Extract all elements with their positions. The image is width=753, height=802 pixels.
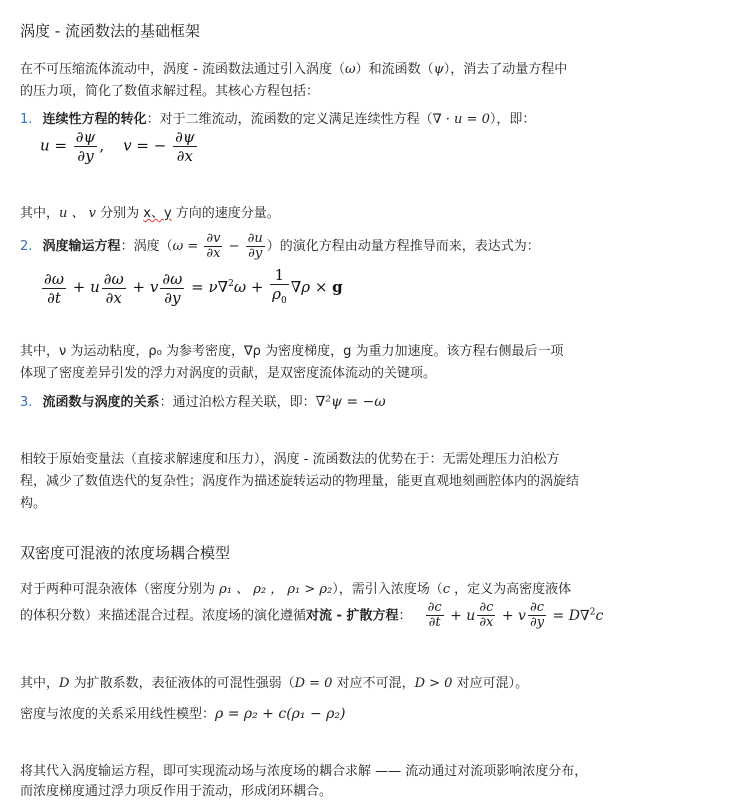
poisson-equation: ∇²ψ = −ω xyxy=(315,394,386,410)
density-model xyxy=(20,702,345,727)
list-number: 1. xyxy=(20,112,33,127)
list-item-text: ）的演化方程由动量方程推导而来，表达式为： xyxy=(266,239,540,254)
vorticity-transport-equation: $\frac{\partial\omega}{\partial t}$ + u $\frac{\partial\omega}{\partial x}$ + v $\frac{\partial\omega}{\partial y}$ = ν∇$^2$ω + $\frac{1}{\rho_0}$ ∇ρ × g xyxy=(44,266,343,307)
final-line2: 而浓度梯度通过浮力项反作用于流动，形成闭环耦合。 xyxy=(20,784,333,799)
list-item-text: ：对于二维流动，流函数的定义满足连续性方程（ xyxy=(146,112,433,127)
miscible-condition: D > 0 xyxy=(414,676,453,691)
paragraph-text: 对于两种可混杂液体（密度分别为 xyxy=(20,582,220,597)
intro-text: 在不可压缩流体流动中，涡度 - 流函数法通过引入涡度（ xyxy=(20,62,345,77)
note-velocity-components xyxy=(20,202,280,226)
paragraph-text: ），需引入浓度场（ xyxy=(332,582,443,597)
density-model-equation: ρ = ρ₂ + c(ρ₁ − ρ₂) xyxy=(215,706,346,722)
section-title-concentration: 双密度可混液的浓度场耦合模型 xyxy=(20,544,231,562)
note-text: 分别为 xyxy=(96,206,144,221)
summary-line1: 相较于原始变量法（直接求解速度和压力），涡度 - 流函数法的优势在于：无需处理压力泊松方 xyxy=(20,452,560,467)
list-item-text: ），即： xyxy=(489,112,536,127)
summary-line3: 构。 xyxy=(20,496,47,511)
diffusion-symbol: D xyxy=(59,676,70,691)
streamfunction-equations: u = $\frac{\partial\psi}{\partial y}$ , v = − $\frac{\partial\psi}{\partial x}$ xyxy=(40,128,195,165)
paragraph-text: ： xyxy=(398,608,412,624)
note-text: 其中， xyxy=(20,206,60,221)
list-number: 3. xyxy=(20,395,33,410)
list-item-text: ：通过泊松方程关联，即： xyxy=(159,395,316,410)
immiscible-condition: D = 0 xyxy=(294,676,333,691)
uv-symbols: u 、 v xyxy=(59,206,96,221)
density-model-text: 密度与浓度的关系采用线性模型： xyxy=(20,707,216,722)
concentration-intro-line1 xyxy=(20,578,571,602)
note-text: 对应可混）。 xyxy=(452,676,529,691)
final-line1: 将其代入涡度输运方程，即可实现流动场与浓度场的耦合求解 —— 流动通过对流项影响浓度分布， xyxy=(20,764,588,779)
continuity-equation: ∇ · u = 0 xyxy=(432,112,490,127)
list-item-heading: 流函数与涡度的关系 xyxy=(42,395,160,410)
note-text: 方向的速度分量。 xyxy=(171,206,280,221)
list-item-vorticity-transport xyxy=(20,232,540,261)
section-title-vorticity: 涡度 - 流函数法的基础框架 xyxy=(20,22,200,40)
note-text: 其中， xyxy=(20,676,60,691)
intro-text: ）和流函数（ xyxy=(355,62,434,77)
list-item-heading: 连续性方程的转化 xyxy=(42,112,147,127)
list-item-poisson xyxy=(20,390,386,415)
intro-paragraph-line2: 的压力项，简化了数值求解过程。其核心方程包括： xyxy=(20,84,320,99)
concentration-symbol: c xyxy=(442,582,451,597)
convection-diffusion-equation: $\frac{\partial c}{\partial t}$ + u $\frac{\partial c}{\partial x}$ + v $\frac{\partial c}{\partial y}$ = D∇$^2$c xyxy=(427,600,604,631)
vorticity-definition: ω = $\frac{\partial v}{\partial x}$ − $\frac{\partial u}{\partial y}$ xyxy=(172,231,263,261)
paragraph-text: ，定义为高密度液体 xyxy=(450,582,572,597)
intro-text: ），消去了动量方程中 xyxy=(443,62,568,77)
omega-symbol: ω xyxy=(344,62,356,77)
list-number: 2. xyxy=(20,239,33,254)
note-parameters-line2: 体现了密度差异引发的浮力对涡度的贡献，是双密度流体流动的关键项。 xyxy=(20,366,437,381)
psi-symbol: ψ xyxy=(433,62,444,77)
summary-line2: 程，减少了数值迭代的复杂性；涡度作为描述旋转运动的物理量，能更直观地刻画腔体内的涡旋结 xyxy=(20,474,580,489)
list-item-heading: 涡度输运方程 xyxy=(42,239,121,254)
bold-term: 对流 - 扩散方程 xyxy=(306,608,399,624)
list-item-text: ：涡度（ xyxy=(120,239,173,254)
density-symbols: ρ₁ 、 ρ₂ ， ρ₁ > ρ₂ xyxy=(219,582,333,597)
note-diffusion xyxy=(20,672,528,696)
note-text: 为扩散系数，表征液体的可混性强弱（ xyxy=(69,676,295,691)
note-text: 对应不可混， xyxy=(332,676,415,691)
intro-paragraph xyxy=(20,58,567,82)
note-parameters-line1: 其中，ν 为运动粘度，ρ₀ 为参考密度，∇ρ 为密度梯度，g 为重力加速度。该方程右侧最后一项 xyxy=(20,344,564,359)
xy-text: x、y xyxy=(143,206,172,221)
concentration-intro-line2 xyxy=(20,600,603,630)
paragraph-text: 的体积分数）来描述混合过程。浓度场的演化遵循 xyxy=(20,608,307,624)
